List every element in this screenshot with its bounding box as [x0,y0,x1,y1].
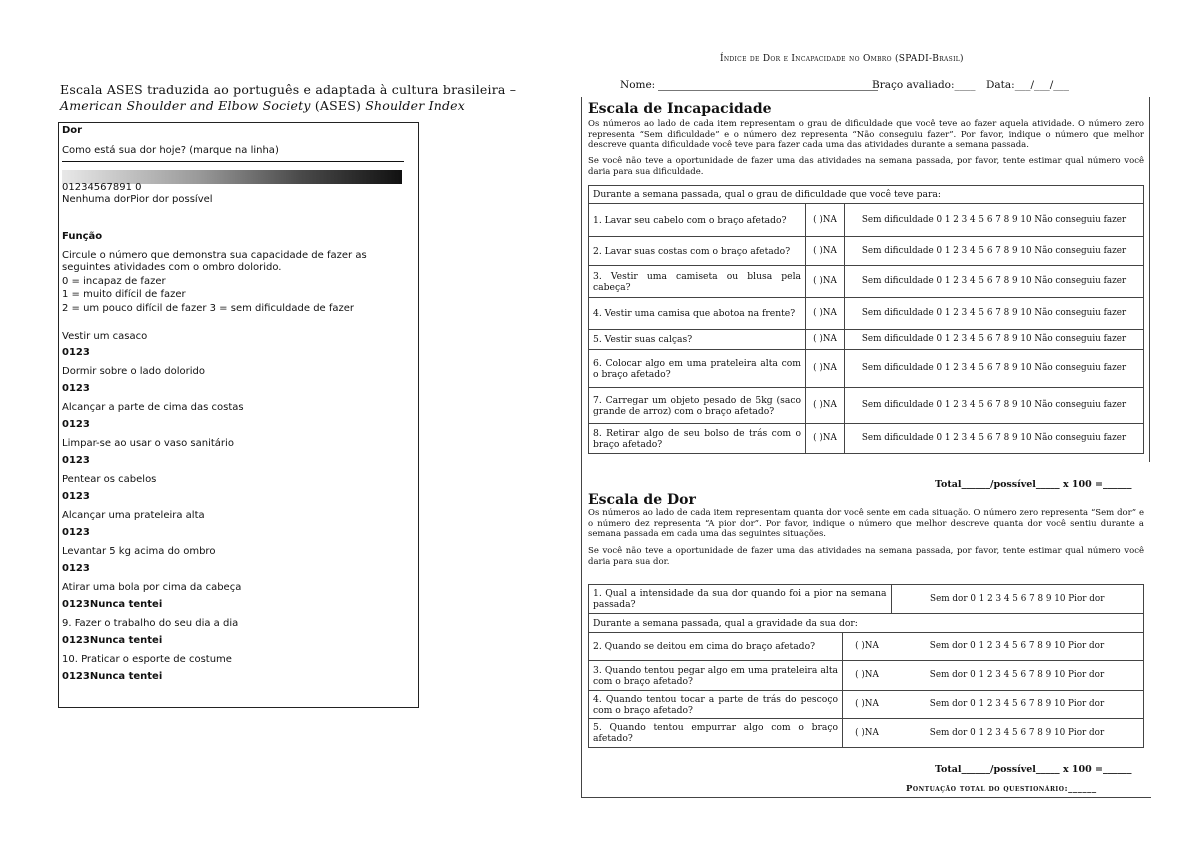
pain-intro-2: Se você não teve a oportunidade de fazer uma das atividades na semana passada, por favor, tente estimar qual número você daria para sua dor. [588,546,1144,567]
ases-item-scale[interactable]: 0123 [62,455,90,466]
disability-item: 3. Vestir uma camiseta ou blusa pela cabeça? [589,266,806,298]
ases-item-label: Pentear os cabelos [62,474,157,485]
ases-item-scale[interactable]: 0123Nunca tentei [62,599,163,610]
pain-item: 3. Quando tentou pegar algo em uma prateleira alta com o braço afetado? [589,661,843,691]
disability-title: Escala de Incapacidade [588,101,772,117]
pain-scale[interactable]: Sem dor 0 1 2 3 4 5 6 7 8 9 10 Pior dor [891,585,1144,614]
pain-item: 4. Quando tentou tocar a parte de trás do pescoço com o braço afetado? [589,691,843,719]
na-checkbox[interactable]: ( )NA [806,388,845,424]
ases-item-label: Atirar uma bola por cima da cabeça [62,582,242,593]
ases-item-label: Vestir um casaco [62,331,148,342]
ases-item-scale[interactable]: 0123 [62,527,90,538]
arm-label[interactable]: Braço avaliado:____ [872,79,976,91]
pain-item: 1. Qual a intensidade da sua dor quando foi a pior na semana passada? [589,585,892,614]
ases-title-mid: (ASES) [310,98,366,113]
ases-item-scale[interactable]: 0123 [62,563,90,574]
pain-intro: Os números ao lado de cada item representam quanta dor você sente em cada situação. O número zero representa “Sem dor” e o número dez representa “A pior dor”. Por favor, indique o número que melhor descreve quanta dor você sentiu durante a semana passada em cada uma das seguintes situações. [588,508,1144,540]
pain-mark-line[interactable] [62,161,404,162]
pain-heading: Dor [62,125,83,136]
disability-item: 6. Colocar algo em uma prateleira alta com o braço afetado? [589,350,806,388]
disability-item: 4. Vestir uma camisa que abotoa na frente? [589,298,806,330]
ases-item-label: Levantar 5 kg acima do ombro [62,546,216,557]
spadi-header: Índice de Dor e Incapacidade no Ombro (SPADI-Brasil) [720,54,964,64]
pain-scale[interactable]: Sem dor 0 1 2 3 4 5 6 7 8 9 10 Pior dor [891,661,1144,691]
pain-scale[interactable]: Sem dor 0 1 2 3 4 5 6 7 8 9 10 Pior dor [891,719,1144,748]
na-checkbox[interactable]: ( )NA [806,204,845,237]
na-checkbox[interactable]: ( )NA [843,661,892,691]
ases-item-label: Limpar-se ao usar o vaso sanitário [62,438,234,449]
ases-item-scale[interactable]: 0123 [62,383,90,394]
na-checkbox[interactable]: ( )NA [806,424,845,454]
disability-scale[interactable]: Sem dificuldade 0 1 2 3 4 5 6 7 8 9 10 Não conseguiu fazer [845,204,1144,237]
na-checkbox[interactable]: ( )NA [806,298,845,330]
ases-item-label: Alcançar a parte de cima das costas [62,402,244,413]
ases-item-scale[interactable]: 0123Nunca tentei [62,635,163,646]
disability-table-header: Durante a semana passada, qual o grau de dificuldade que você teve para: [589,186,1144,204]
pain-scale-anchors: Nenhuma dorPior dor possível [62,194,213,205]
disability-scale[interactable]: Sem dificuldade 0 1 2 3 4 5 6 7 8 9 10 Não conseguiu fazer [845,237,1144,266]
disability-item: 5. Vestir suas calças? [589,330,806,350]
disability-scale[interactable]: Sem dificuldade 0 1 2 3 4 5 6 7 8 9 10 Não conseguiu fazer [845,388,1144,424]
legend-1: 1 = muito difícil de fazer [62,289,186,300]
ases-item-scale[interactable]: 0123 [62,347,90,358]
ases-form-box [58,122,419,708]
na-checkbox[interactable]: ( )NA [843,691,892,719]
ases-item-scale[interactable]: 0123 [62,419,90,430]
pain-total[interactable]: Total______/possível_____ x 100 =______ [935,764,1132,775]
ases-title-plain: Escala ASES traduzida ao português e adaptada à cultura brasileira – [60,82,517,97]
na-checkbox[interactable]: ( )NA [806,237,845,266]
disability-item: 1. Lavar seu cabelo com o braço afetado? [589,204,806,237]
disability-table [588,185,1144,454]
disability-scale[interactable]: Sem dificuldade 0 1 2 3 4 5 6 7 8 9 10 Não conseguiu fazer [845,266,1144,298]
disability-intro: Os números ao lado de cada item representam o grau de dificuldade que você teve ao fazer aquela atividade. O número zero representa “Sem dificuldade” e o número dez representa “Não conseguiu fazer”. Por favor, indique o número que melhor descreve quanta dificuldade você teve para fazer cada uma das atividades durante a semana passada. [588,119,1144,151]
disability-scale[interactable]: Sem dificuldade 0 1 2 3 4 5 6 7 8 9 10 Não conseguiu fazer [845,330,1144,350]
function-heading: Função [62,231,103,242]
na-checkbox[interactable]: ( )NA [806,350,845,388]
ases-item-label: Dormir sobre o lado dolorido [62,366,206,377]
na-checkbox[interactable]: ( )NA [843,633,892,661]
function-instructions: Circule o número que demonstra sua capacidade de fazer as seguintes atividades com o ombro dolorido. [62,250,367,273]
name-label: Nome: [620,79,656,91]
pain-scale-title: Escala de Dor [588,492,696,508]
legend-0: 0 = incapaz de fazer [62,276,166,287]
disability-item: 2. Lavar suas costas com o braço afetado? [589,237,806,266]
pain-item: 5. Quando tentou empurrar algo com o braço afetado? [589,719,843,748]
disability-scale[interactable]: Sem dificuldade 0 1 2 3 4 5 6 7 8 9 10 Não conseguiu fazer [845,424,1144,454]
disability-intro-2: Se você não teve a oportunidade de fazer uma das atividades na semana passada, por favor, tente estimar qual número você daria para sua dificuldade. [588,156,1144,177]
pain-question: Como está sua dor hoje? (marque na linha) [62,145,279,156]
na-checkbox[interactable]: ( )NA [843,719,892,748]
pain-item: 2. Quando se deitou em cima do braço afetado? [589,633,843,661]
ases-title-italic-1: American Shoulder and Elbow Society [60,98,311,113]
ases-item-label: 10. Praticar o esporte de costume [62,654,232,665]
disability-total[interactable]: Total______/possível_____ x 100 =______ [935,479,1132,490]
pain-scale[interactable]: Sem dor 0 1 2 3 4 5 6 7 8 9 10 Pior dor [891,691,1144,719]
ases-item-scale[interactable]: 0123Nunca tentei [62,671,163,682]
ases-title-italic-2: Shoulder Index [365,98,466,113]
date-label[interactable]: Data:___/___/___ [986,79,1070,91]
disability-item: 8. Retirar algo de seu bolso de trás com o braço afetado? [589,424,806,454]
ases-title [60,82,570,114]
disability-scale[interactable]: Sem dificuldade 0 1 2 3 4 5 6 7 8 9 10 Não conseguiu fazer [845,298,1144,330]
spadi-frame-right [1149,97,1150,462]
ases-item-label: Alcançar uma prateleira alta [62,510,205,521]
na-checkbox[interactable]: ( )NA [806,330,845,350]
ases-item-scale[interactable]: 0123 [62,491,90,502]
disability-scale[interactable]: Sem dificuldade 0 1 2 3 4 5 6 7 8 9 10 Não conseguiu fazer [845,350,1144,388]
disability-item: 7. Carregar um objeto pesado de 5kg (saco grande de arroz) com o braço afetado? [589,388,806,424]
legend-2-3: 2 = um pouco difícil de fazer 3 = sem dificuldade de fazer [62,303,355,314]
pain-table-header: Durante a semana passada, qual a gravidade da sua dor: [589,614,1144,633]
pain-scale-numbers: 01234567891 0 [62,182,142,193]
name-field[interactable] [658,90,878,91]
ases-item-label: 9. Fazer o trabalho do seu dia a dia [62,618,239,629]
na-checkbox[interactable]: ( )NA [806,266,845,298]
pain-table [588,584,1144,748]
grand-total[interactable]: Pontuação total do questionário:______ [906,784,1097,794]
pain-scale[interactable]: Sem dor 0 1 2 3 4 5 6 7 8 9 10 Pior dor [891,633,1144,661]
